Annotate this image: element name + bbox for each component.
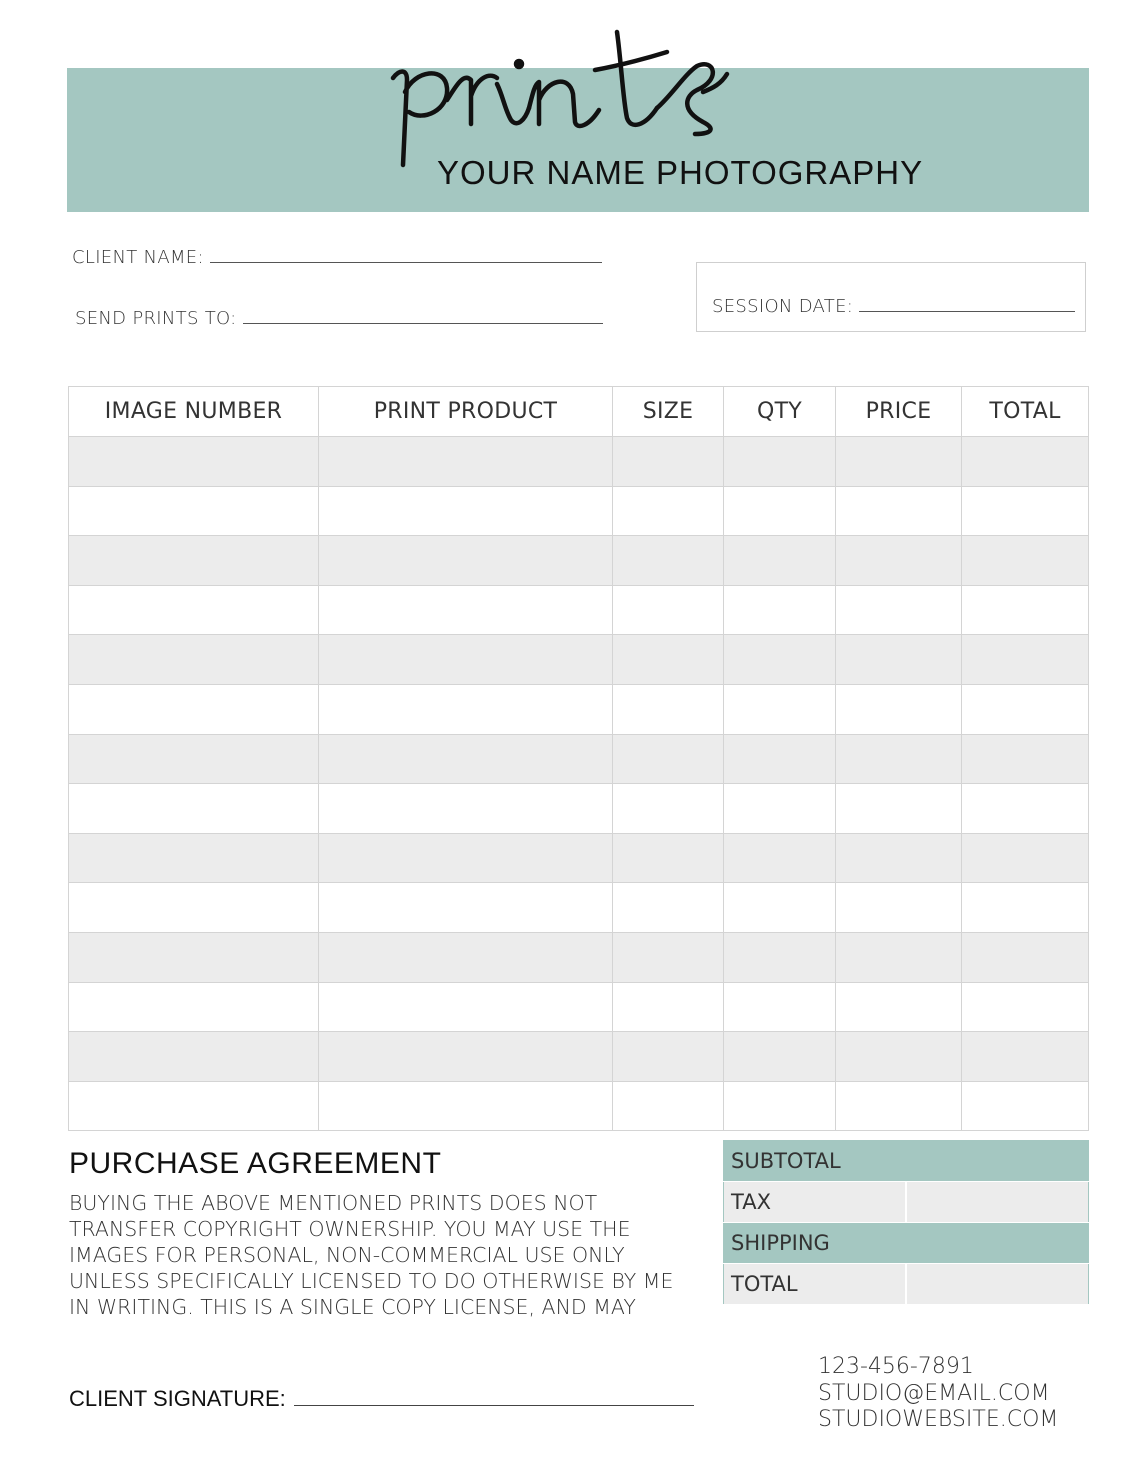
order-row: [69, 982, 1089, 1032]
order-cell[interactable]: [69, 982, 319, 1032]
script-title-prints: [385, 0, 745, 170]
order-table-header: [69, 387, 1089, 437]
order-row: [69, 486, 1089, 536]
order-cell[interactable]: [319, 437, 613, 487]
client-name-label: CLIENT NAME:: [72, 247, 204, 268]
send-prints-label: SEND PRINTS TO:: [75, 308, 237, 329]
order-cell[interactable]: [69, 1032, 319, 1082]
order-cell[interactable]: [724, 1081, 836, 1131]
contact-phone: 123-456-7891: [818, 1354, 974, 1379]
studio-name: YOUR NAME PHOTOGRAPHY: [437, 154, 924, 191]
order-cell[interactable]: [69, 1081, 319, 1131]
order-cell[interactable]: [724, 932, 836, 982]
order-cell[interactable]: [724, 883, 836, 933]
total-label: TOTAL: [724, 1264, 906, 1305]
order-cell[interactable]: [962, 784, 1089, 834]
client-signature-line[interactable]: [294, 1405, 694, 1406]
session-date-field[interactable]: [712, 296, 1075, 317]
order-cell[interactable]: [319, 883, 613, 933]
client-signature-field[interactable]: [69, 1386, 694, 1412]
order-cell[interactable]: [613, 734, 724, 784]
send-prints-line[interactable]: [243, 323, 603, 324]
subtotal-label: SUBTOTAL: [724, 1141, 906, 1182]
order-cell[interactable]: [962, 1081, 1089, 1131]
order-table-body: [69, 437, 1089, 1131]
total-value[interactable]: [906, 1264, 1089, 1305]
order-cell[interactable]: [319, 734, 613, 784]
order-cell[interactable]: [724, 437, 836, 487]
column-header-qty: QTY: [724, 387, 836, 437]
order-cell[interactable]: [319, 833, 613, 883]
totals-row-subtotal: [724, 1141, 1089, 1182]
client-signature-label: CLIENT SIGNATURE:: [69, 1386, 286, 1411]
order-cell[interactable]: [962, 585, 1089, 635]
totals-row-total: [724, 1264, 1089, 1305]
order-cell[interactable]: [613, 784, 724, 834]
order-cell[interactable]: [613, 585, 724, 635]
order-cell[interactable]: [724, 536, 836, 586]
order-cell[interactable]: [962, 635, 1089, 685]
order-cell[interactable]: [836, 982, 962, 1032]
order-cell[interactable]: [724, 784, 836, 834]
order-cell[interactable]: [836, 932, 962, 982]
order-cell[interactable]: [724, 486, 836, 536]
column-header-total: TOTAL: [962, 387, 1089, 437]
order-cell[interactable]: [319, 486, 613, 536]
order-cell[interactable]: [836, 437, 962, 487]
tax-value[interactable]: [906, 1182, 1089, 1223]
order-cell[interactable]: [69, 635, 319, 685]
client-name-field[interactable]: [72, 247, 602, 268]
order-cell[interactable]: [613, 883, 724, 933]
order-cell[interactable]: [724, 833, 836, 883]
order-row: [69, 784, 1089, 834]
order-cell[interactable]: [69, 437, 319, 487]
order-cell[interactable]: [319, 1081, 613, 1131]
order-cell[interactable]: [724, 585, 836, 635]
contact-email: STUDIO@EMAIL.COM: [818, 1380, 1050, 1406]
agreement-body: BUYING THE ABOVE MENTIONED PRINTS DOES NOT TRANSFER COPYRIGHT OWNERSHIP. YOU MAY USE THE IMAGES FOR PERSONAL, NON-COMMERCIAL USE ONLY UNLESS SPECIFICALLY LICENSED TO DO OTHERWISE BY ME IN WRITING. THIS IS A SINGLE COPY LICENSE, AND MAY: [69, 1191, 674, 1319]
totals-row-shipping: [724, 1223, 1089, 1264]
order-cell[interactable]: [613, 486, 724, 536]
order-cell[interactable]: [319, 585, 613, 635]
order-cell[interactable]: [836, 784, 962, 834]
order-cell[interactable]: [962, 536, 1089, 586]
order-cell[interactable]: [613, 1081, 724, 1131]
order-cell[interactable]: [319, 684, 613, 734]
order-cell[interactable]: [836, 635, 962, 685]
order-cell[interactable]: [613, 1032, 724, 1082]
order-row: [69, 536, 1089, 586]
column-header-price: PRICE: [836, 387, 962, 437]
order-row: [69, 833, 1089, 883]
order-row: [69, 883, 1089, 933]
order-cell[interactable]: [319, 982, 613, 1032]
order-cell[interactable]: [69, 932, 319, 982]
totals-table: [723, 1140, 1089, 1305]
order-cell[interactable]: [69, 486, 319, 536]
session-date-line[interactable]: [859, 311, 1075, 312]
order-cell[interactable]: [319, 536, 613, 586]
order-cell[interactable]: [962, 734, 1089, 784]
totals-row-tax: [724, 1182, 1089, 1223]
column-header-image-number: IMAGE NUMBER: [69, 387, 319, 437]
order-cell[interactable]: [962, 833, 1089, 883]
column-header-size: SIZE: [613, 387, 724, 437]
order-row: [69, 585, 1089, 635]
order-cell[interactable]: [613, 536, 724, 586]
session-date-label: SESSION DATE:: [712, 296, 854, 317]
client-name-line[interactable]: [210, 262, 602, 263]
shipping-label: SHIPPING: [724, 1223, 906, 1264]
order-cell[interactable]: [724, 635, 836, 685]
order-cell[interactable]: [69, 784, 319, 834]
order-cell[interactable]: [613, 833, 724, 883]
order-cell[interactable]: [836, 536, 962, 586]
order-cell[interactable]: [836, 833, 962, 883]
order-cell[interactable]: [69, 883, 319, 933]
order-row: [69, 932, 1089, 982]
order-cell[interactable]: [962, 982, 1089, 1032]
order-cell[interactable]: [836, 734, 962, 784]
order-cell[interactable]: [613, 684, 724, 734]
subtotal-value[interactable]: [906, 1141, 1089, 1182]
agreement-title: PURCHASE AGREEMENT: [69, 1147, 442, 1180]
order-cell[interactable]: [724, 982, 836, 1032]
order-cell[interactable]: [724, 684, 836, 734]
order-cell[interactable]: [724, 734, 836, 784]
order-cell[interactable]: [836, 883, 962, 933]
send-prints-field[interactable]: [75, 308, 603, 329]
order-row: [69, 635, 1089, 685]
order-cell[interactable]: [962, 486, 1089, 536]
order-row: [69, 684, 1089, 734]
order-cell[interactable]: [319, 784, 613, 834]
order-row: [69, 437, 1089, 487]
shipping-value[interactable]: [906, 1223, 1089, 1264]
order-cell[interactable]: [836, 1032, 962, 1082]
order-cell[interactable]: [69, 585, 319, 635]
order-cell[interactable]: [613, 437, 724, 487]
order-cell[interactable]: [69, 833, 319, 883]
order-cell[interactable]: [836, 684, 962, 734]
contact-block: [818, 1354, 1058, 1434]
order-cell[interactable]: [613, 635, 724, 685]
order-cell[interactable]: [836, 585, 962, 635]
order-cell[interactable]: [962, 437, 1089, 487]
tax-label: TAX: [724, 1182, 906, 1223]
order-row: [69, 1032, 1089, 1082]
order-cell[interactable]: [836, 486, 962, 536]
order-row: [69, 1081, 1089, 1131]
order-cell[interactable]: [319, 635, 613, 685]
order-cell[interactable]: [319, 932, 613, 982]
order-cell[interactable]: [69, 684, 319, 734]
order-row: [69, 734, 1089, 784]
order-cell[interactable]: [962, 883, 1089, 933]
order-cell[interactable]: [962, 1032, 1089, 1082]
column-header-print-product: PRINT PRODUCT: [319, 387, 613, 437]
order-cell[interactable]: [962, 932, 1089, 982]
order-cell[interactable]: [319, 1032, 613, 1082]
order-cell[interactable]: [613, 932, 724, 982]
order-cell[interactable]: [836, 1081, 962, 1131]
order-table: [68, 386, 1089, 1131]
contact-website: STUDIOWEBSITE.COM: [818, 1407, 1059, 1432]
order-cell[interactable]: [69, 734, 319, 784]
order-cell[interactable]: [724, 1032, 836, 1082]
order-cell[interactable]: [613, 982, 724, 1032]
order-cell[interactable]: [69, 536, 319, 586]
order-cell[interactable]: [962, 684, 1089, 734]
